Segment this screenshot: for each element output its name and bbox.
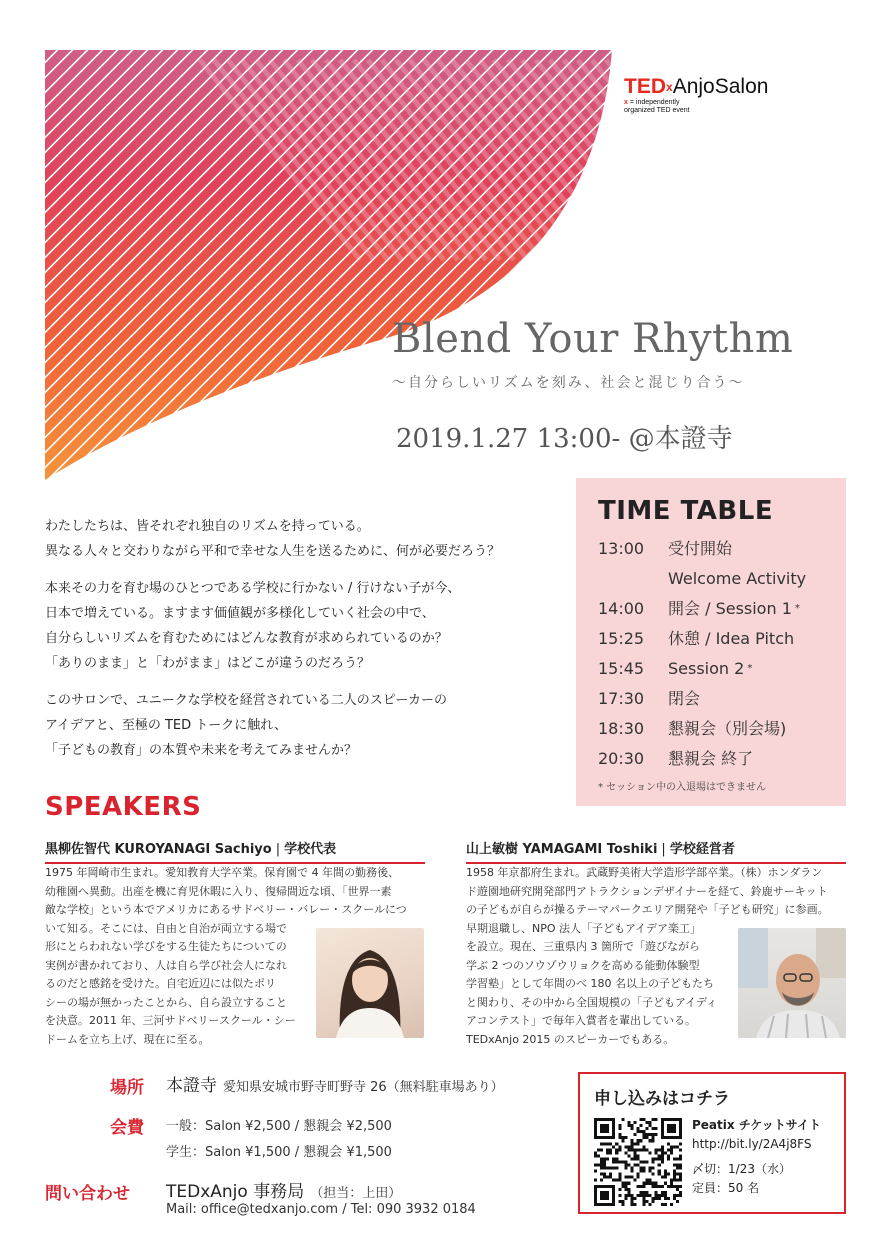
fee-label: 会費: [110, 1118, 144, 1138]
timetable-row: 15:25 休憩 / Idea Pitch: [598, 629, 795, 648]
fee-student: 学生：Salon ¥1,500 / 懇親会 ¥1,500: [166, 1145, 392, 1160]
hero-stripe: [885, 0, 890, 500]
apply-box: [578, 1072, 846, 1214]
hero-stripe: [780, 0, 890, 500]
speaker-right-name: 山上敏樹 YAMAGAMI Toshiki: [466, 842, 658, 857]
hero-stripe: [870, 0, 890, 500]
speaker-right-role: 学校経営者: [669, 842, 735, 857]
logo-x: x: [666, 80, 673, 94]
qr-code-icon[interactable]: [594, 1118, 682, 1206]
event-date: 2019.1.27 13:00- @本證寺: [396, 424, 733, 454]
logo-ted: TED: [624, 75, 666, 98]
timetable-row: 20:30 懇親会 終了: [598, 749, 754, 768]
hero-stripe: [855, 0, 890, 500]
timetable-note: * セッション中の入退場はできません: [598, 782, 766, 793]
tedx-logo: [624, 76, 768, 115]
speaker-right-photo: [738, 928, 846, 1038]
venue-info: [166, 1071, 504, 1096]
hero-stripe: [795, 0, 890, 500]
apply-info: [692, 1116, 821, 1198]
timetable-title: TIME TABLE: [598, 496, 774, 526]
apply-title: 申し込みはコチラ: [594, 1089, 730, 1109]
venue-label: 場所: [110, 1078, 144, 1098]
intro-line: 日本で増えている。ますます価値観が多様化していく社会の中で、: [45, 606, 435, 621]
speaker-left-bio: 1975 年岡崎市生まれ。愛知教育大学卒業。保育園で 4 年間の勤務後、 幼稚園へ異動。出産を機に育児休暇に入り、復帰間近な頃、「世界一素 敵な学校」という本でアメリカにあるサドベリー・バレー・スクールにつ いて知る。そこには、自由と自治が両立する場で 形にとらわれない学びをする生徒たちについての 実例が書かれており、人は自ら学び社会人になれ るのだと感銘を受けた。自宅近辺には似たポリ シーの場が無かったことから、自ら設立すること を決意。2011 年、三河サドベリースクール・シー ドームを立ち上げ、現在に至る。: [45, 866, 407, 1046]
timetable-row: 14:00 開会 / Session 1 *: [598, 599, 800, 618]
contact-info: [166, 1177, 401, 1202]
apply-capacity: 定員：50 名: [692, 1181, 760, 1195]
speaker-left-name: 黒柳佐智代 KUROYANAGI Sachiyo: [45, 842, 272, 857]
contact-label: 問い合わせ: [45, 1184, 130, 1204]
timetable-row: Welcome Activity: [668, 569, 807, 588]
timetable-row: 18:30 懇親会（別会場): [598, 719, 787, 738]
speaker-left-photo: [316, 928, 424, 1038]
event-subtitle: 〜自分らしいリズムを刻み、社会と混じり合う〜: [392, 375, 745, 391]
timetable-row: 13:00 受付開始: [598, 539, 733, 558]
speaker-left-portrait: [316, 928, 424, 1038]
intro-line: 「子どもの教育」の本質や未来を考えてみませんか？: [45, 743, 358, 758]
intro-line: このサロンで、ユニークな学校を経営されている二人のスピーカーの: [45, 693, 447, 708]
speaker-right-portrait: [738, 928, 846, 1038]
speaker-right-bio: 1958 年京都府生まれ。武蔵野美術大学造形学部卒業。（株）ホンダラン ド遊園地研究開発部門アトラクションデザイナーを経て、鈴鹿サーキット の子どもが自らが操るテーマパークエリア開発や「子ども研究」に参画。 早期退職し、NPO 法人「子どもアイデア楽工」 を設立。現在、三重県内 3 箇所で「遊びながら 学ぶ 2 つのソウゾウリョクを高める能動体験型 学習塾」として年間のべ 180 名以上の子どもたち と関わり、その中から全国規模の「子どもアイディ アコンテスト」で毎年入賞者を輩出している。 TEDxAnjo 2015 のスピーカーでもある。: [466, 866, 829, 1046]
intro-line: 異なる人々と交わりながら平和で幸せな人生を送るために、何が必要だろう？: [45, 544, 501, 559]
intro-line: 本来その力を育む場のひとつである学校に行かない / 行けない子が今、: [45, 581, 461, 596]
apply-deadline: 〆切：1/23（水）: [692, 1162, 791, 1176]
hero-stripe: [840, 0, 890, 500]
intro-line: 「ありのまま」と「わがまま」はどこが違うのだろう？: [45, 656, 371, 671]
speaker-right-header: 山上敏樹 YAMAGAMI Toshiki | 学校経営者: [466, 838, 846, 864]
intro-text: [45, 514, 565, 763]
hero-stripe: [750, 0, 890, 500]
event-title: Blend Your Rhythm: [392, 316, 794, 362]
venue-address: 愛知県安城市野寺町野寺 26（無料駐車場あり）: [223, 1080, 504, 1095]
hero-stripe: [765, 0, 890, 500]
intro-line: 自分らしいリズムを育むためにはどんな教育が求められているのか？: [45, 631, 448, 646]
intro-line: わたしたちは、皆それぞれ独自のリズムを持っている。: [45, 519, 370, 534]
timetable-panel: [576, 478, 846, 806]
timetable-row: 15:45 Session 2 *: [598, 659, 753, 678]
hero-stripe: [825, 0, 890, 500]
logo-salon-name: AnjoSalon: [672, 75, 769, 98]
intro-line: アイデアと、至極の TED トークに触れ、: [45, 718, 288, 733]
speaker-left-role: 学校代表: [284, 842, 337, 857]
fee-general: 一般：Salon ¥2,500 / 懇親会 ¥2,500: [166, 1119, 392, 1134]
contact-name: TEDxAnjo 事務局: [166, 1182, 305, 1202]
timetable-row: 17:30 閉会: [598, 689, 701, 708]
venue-name: 本證寺: [166, 1076, 217, 1096]
contact-person: （担当：上田）: [310, 1186, 402, 1201]
speakers-heading: SPEAKERS: [45, 792, 202, 822]
logo-subtitle: x = independently organized TED event: [624, 99, 690, 114]
speaker-left-header: 黒柳佐智代 KUROYANAGI Sachiyo | 学校代表: [45, 838, 425, 864]
apply-site: Peatix チケットサイト: [692, 1118, 821, 1132]
apply-url[interactable]: http://bit.ly/2A4j8FS: [692, 1137, 812, 1151]
contact-details[interactable]: Mail: office@tedxanjo.com / Tel: 090 3932 0184: [166, 1202, 476, 1217]
hero-stripe: [810, 0, 890, 500]
